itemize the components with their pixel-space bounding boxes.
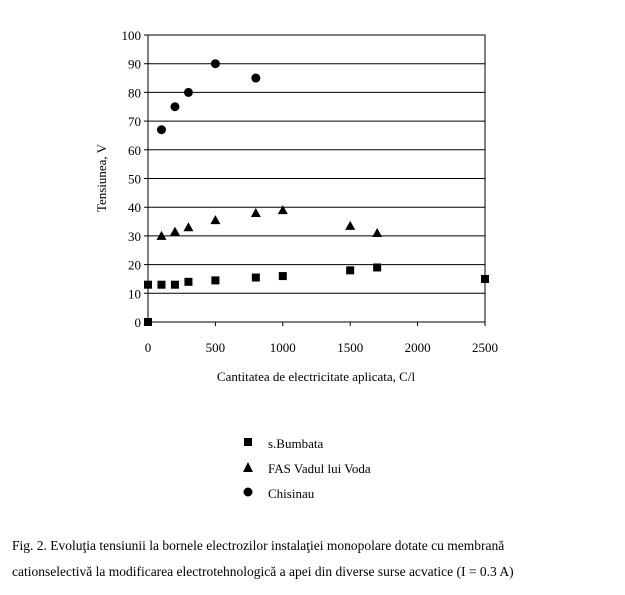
y-tick-label: 100 <box>121 28 141 43</box>
data-point-circle <box>157 125 166 134</box>
x-axis-title: Cantitatea de electricitate aplicata, C/l <box>216 369 416 384</box>
legend-label: Chisinau <box>268 486 315 501</box>
y-tick-label: 0 <box>134 315 141 330</box>
data-point-square <box>373 263 381 271</box>
y-tick-label: 50 <box>128 171 141 187</box>
x-tick-label: 500 <box>205 340 226 355</box>
square-marker-icon <box>240 436 258 450</box>
data-point-square <box>171 281 179 289</box>
y-tick-label: 20 <box>128 257 141 273</box>
data-point-circle <box>251 74 260 83</box>
circle-marker-icon <box>240 486 258 500</box>
data-point-square <box>211 276 219 284</box>
data-point-triangle <box>278 205 288 214</box>
caption-line: Fig. 2. Evoluţia tensiunii la bornele electrozilor instalaţiei monopolare dotate cu membrană <box>12 538 505 553</box>
data-point-square <box>481 275 489 283</box>
y-tick-label: 80 <box>128 85 141 101</box>
caption-line: cationselectivă la modificarea electrotehnologică a apei din diverse surse acvatice (I = 0.3 A) <box>12 564 514 579</box>
y-tick-label: 10 <box>128 286 141 302</box>
data-point-triangle <box>210 215 220 224</box>
y-tick-label: 30 <box>128 228 141 244</box>
y-axis-title: Tensiunea, V <box>94 143 109 213</box>
data-point-triangle <box>170 227 180 236</box>
y-tick-label: 40 <box>128 200 141 216</box>
legend-label: FAS Vadul lui Voda <box>268 461 371 476</box>
data-point-square <box>144 281 152 289</box>
data-point-circle <box>170 102 179 111</box>
data-point-triangle <box>372 228 382 237</box>
legend-label: s.Bumbata <box>268 436 324 451</box>
y-tick-label: 60 <box>128 142 141 158</box>
data-point-triangle <box>251 208 261 217</box>
x-axis-ticks <box>145 322 498 355</box>
x-tick-label: 2500 <box>472 340 498 355</box>
data-point-triangle <box>183 222 193 231</box>
x-tick-label: 0 <box>144 340 152 355</box>
figure-caption <box>12 533 622 585</box>
x-tick-label: 1500 <box>337 340 364 355</box>
data-point-square <box>252 274 260 282</box>
data-point-square <box>157 281 165 289</box>
data-point-square <box>279 272 287 280</box>
data-point-square <box>144 318 152 326</box>
gridlines <box>148 64 485 294</box>
data-marks <box>144 59 489 326</box>
y-tick-label: 70 <box>128 114 141 130</box>
x-tick-label: 1000 <box>269 340 296 355</box>
data-point-circle <box>211 59 220 68</box>
y-tick-label: 90 <box>128 56 141 72</box>
triangle-marker-icon <box>240 461 258 475</box>
data-point-square <box>346 266 354 274</box>
x-tick-label: 2000 <box>404 340 431 355</box>
data-point-circle <box>184 88 193 97</box>
data-point-square <box>184 278 192 286</box>
data-point-triangle <box>345 221 355 230</box>
